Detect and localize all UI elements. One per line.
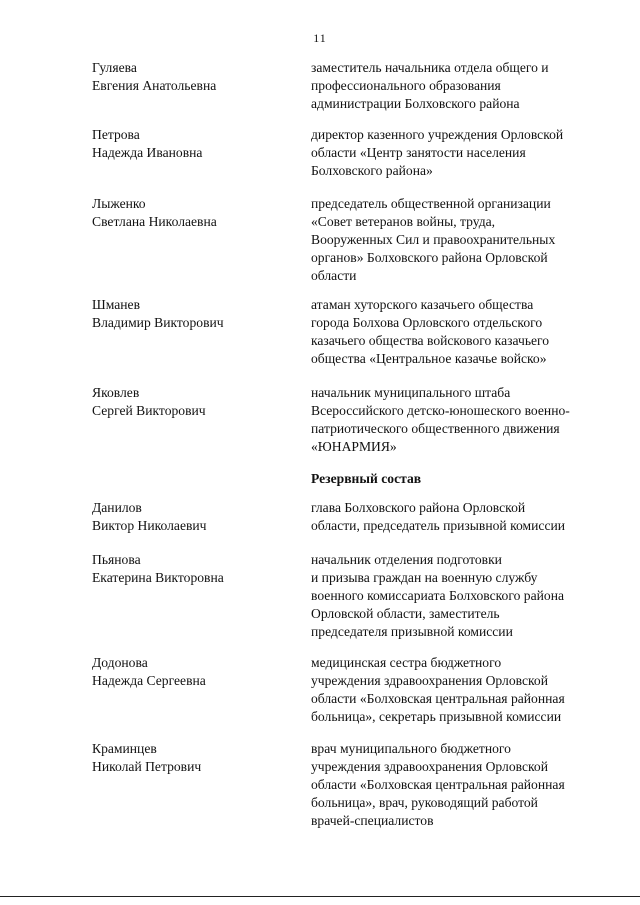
- member-surname: Гуляева: [92, 60, 137, 75]
- member-role-line: начальник муниципального штаба: [311, 385, 511, 400]
- member-role: [311, 296, 611, 368]
- member-role-line: учреждения здравоохранения Орловской: [311, 759, 548, 774]
- member-role-line: директор казенного учреждения Орловской: [311, 127, 564, 142]
- member-role-line: казачьего общества войскового казачьего: [311, 333, 550, 348]
- member-given-names: Светлана Николаевна: [92, 214, 217, 229]
- member-role-line: атаман хуторского казачьего общества: [311, 297, 534, 312]
- member-name: [92, 126, 292, 162]
- member-role-line: Вооруженных Сил и правоохранительных: [311, 232, 556, 247]
- member-given-names: Надежда Ивановна: [92, 145, 203, 160]
- member-role-line: глава Болховского района Орловской: [311, 500, 526, 515]
- member-role-line: и призыва граждан на военную службу: [311, 570, 538, 585]
- member-role-line: администрации Болховского района: [311, 96, 520, 111]
- member-role-line: Болховского района»: [311, 163, 433, 178]
- member-role-line: больница», секретарь призывной комиссии: [311, 709, 562, 724]
- member-role-line: области: [311, 268, 357, 283]
- member-surname: Додонова: [92, 655, 148, 670]
- member-role-line: области «Болховская центральная районная: [311, 691, 565, 706]
- member-surname: Шманев: [92, 297, 140, 312]
- member-role: [311, 59, 611, 113]
- member-role-line: «ЮНАРМИЯ»: [311, 439, 397, 454]
- member-name: [92, 195, 292, 231]
- member-role-line: области «Центр занятости населения: [311, 145, 526, 160]
- member-role-line: области, председатель призывной комиссии: [311, 518, 566, 533]
- member-name: [92, 384, 292, 420]
- member-given-names: Надежда Сергеевна: [92, 673, 206, 688]
- member-name: [92, 59, 292, 95]
- member-given-names: Евгения Анатольевна: [92, 78, 217, 93]
- member-role-line: области «Болховская центральная районная: [311, 777, 565, 792]
- member-name: [92, 296, 292, 332]
- member-role-line: больница», врач, руководящий работой: [311, 795, 538, 810]
- member-role: [311, 499, 611, 535]
- member-role-line: Орловской области, заместитель: [311, 606, 500, 621]
- member-surname: Лыженко: [92, 196, 146, 211]
- member-surname: Данилов: [92, 500, 142, 515]
- member-surname: Яковлев: [92, 385, 140, 400]
- member-role: [311, 551, 611, 641]
- member-role-line: врач муниципального бюджетного: [311, 741, 511, 756]
- member-role-line: общества «Центральное казачье войско»: [311, 351, 547, 366]
- member-role-line: председателя призывной комиссии: [311, 624, 513, 639]
- member-role-line: врачей-специалистов: [311, 813, 434, 828]
- member-role-line: начальник отделения подготовки: [311, 552, 502, 567]
- member-role: [311, 384, 611, 456]
- member-surname: Петрова: [92, 127, 140, 142]
- reserve-section-title: Резервный состав: [311, 471, 422, 486]
- member-role-line: профессионального образования: [311, 78, 501, 93]
- member-role-line: военного комиссариата Болховского района: [311, 588, 564, 603]
- member-surname: Пьянова: [92, 552, 141, 567]
- member-given-names: Владимир Викторович: [92, 315, 224, 330]
- member-role: [311, 195, 611, 285]
- member-role-line: медицинская сестра бюджетного: [311, 655, 502, 670]
- member-role-line: города Болхова Орловского отдельского: [311, 315, 543, 330]
- member-given-names: Екатерина Викторовна: [92, 570, 224, 585]
- member-name: [92, 551, 292, 587]
- member-role-line: заместитель начальника отдела общего и: [311, 60, 549, 75]
- member-role: [311, 654, 611, 726]
- member-role: [311, 126, 611, 180]
- member-role: [311, 740, 611, 830]
- member-given-names: Виктор Николаевич: [92, 518, 207, 533]
- member-role-line: председатель общественной организации: [311, 196, 551, 211]
- member-name: [92, 654, 292, 690]
- page-number: 11: [313, 31, 327, 45]
- member-role-line: Всероссийского детско-юношеского военно-: [311, 403, 570, 418]
- member-given-names: Сергей Викторович: [92, 403, 206, 418]
- member-name: [92, 740, 292, 776]
- member-role-line: «Совет ветеранов войны, труда,: [311, 214, 496, 229]
- member-given-names: Николай Петрович: [92, 759, 202, 774]
- member-surname: Краминцев: [92, 741, 157, 756]
- scan-edge-rule: [0, 896, 640, 897]
- member-role-line: учреждения здравоохранения Орловской: [311, 673, 548, 688]
- member-name: [92, 499, 292, 535]
- member-role-line: патриотического общественного движения: [311, 421, 560, 436]
- member-role-line: органов» Болховского района Орловской: [311, 250, 548, 265]
